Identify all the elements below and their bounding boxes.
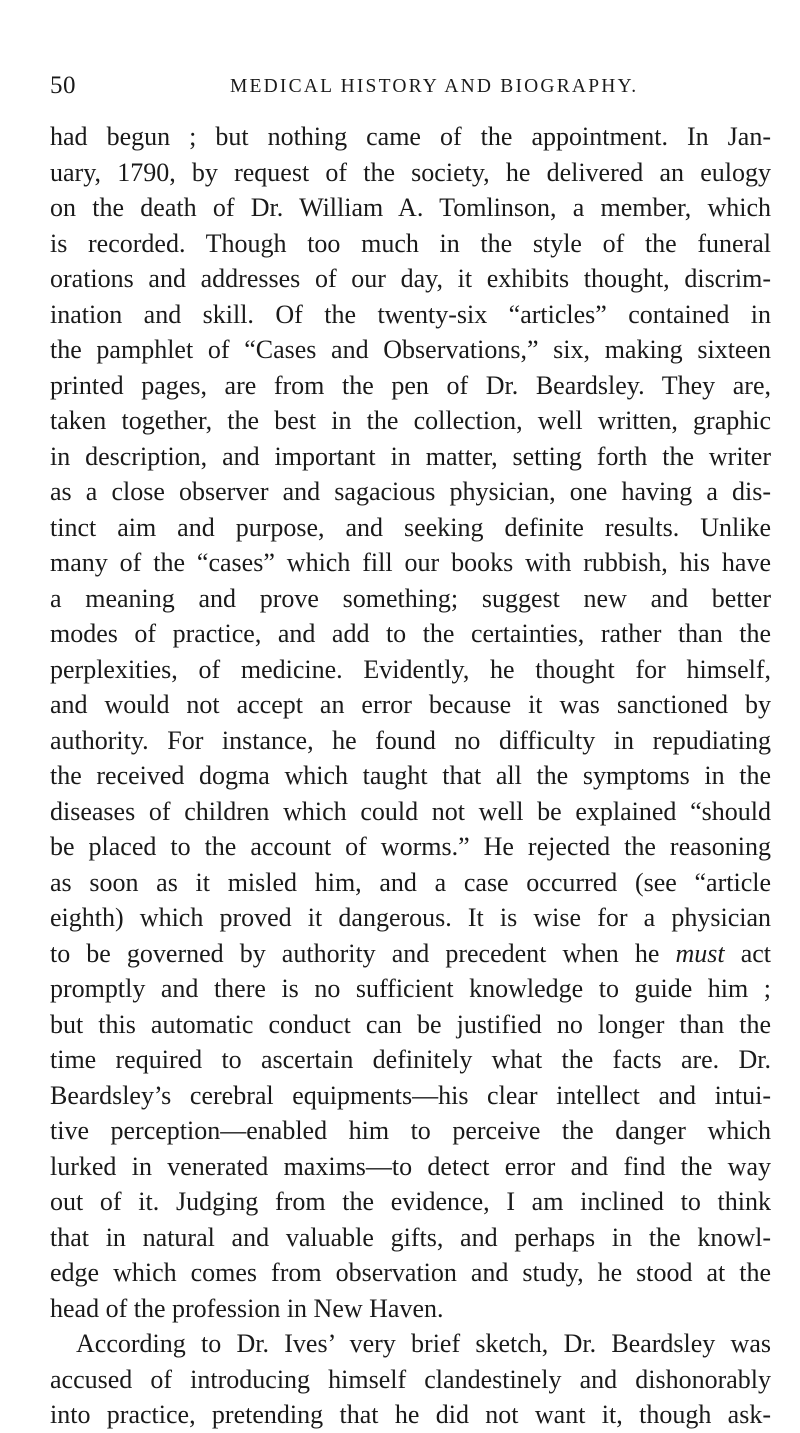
text-line: printed pages, are from the pen of Dr. Beardsley. They are, [50, 370, 771, 400]
text-line: modes of practice, and add to the certainties, rather than the [50, 619, 771, 648]
text-line: out of it. Judging from the evidence, I am inclined to think [50, 1187, 771, 1216]
text-line: uary, 1790, by request of the society, he delivered an eulogy [50, 157, 771, 187]
text-line: diseases of children which could not well be explained “should [50, 796, 771, 826]
text-line: head of the profession in New Haven. [50, 1293, 444, 1323]
text-line-tail: act [740, 938, 772, 968]
text-line: tinct aim and purpose, and seeking definite results. Unlike [50, 512, 771, 542]
italic-word: must [675, 938, 725, 968]
text-line: taken together, the best in the collection, well written, graphic [50, 406, 771, 435]
running-head: MEDICAL HISTORY AND BIOGRAPHY. [230, 76, 639, 97]
text-line: tive perception—enabled him to perceive the danger which [50, 1116, 771, 1145]
text-line-head: to be governed by authority and precedent when he [50, 938, 660, 968]
text-line: is recorded. Though too much in the style of the funeral [50, 228, 771, 258]
body-text [50, 119, 771, 1433]
text-line: time required to ascertain definitely what the facts are. Dr. [50, 1045, 771, 1074]
text-line: perplexities, of medicine. Evidently, he thought for himself, [50, 654, 771, 684]
text-line: Beardsley’s cerebral equipments—his clear intellect and intui- [50, 1080, 771, 1110]
text-line: orations and addresses of our day, it exhibits thought, discrim- [50, 264, 771, 293]
text-line: lurked in venerated maxims—to detect error and find the way [50, 1151, 771, 1181]
text-line: edge which comes from observation and study, he stood at the [50, 1258, 771, 1287]
text-line: the pamphlet of “Cases and Observations,” six, making sixteen [50, 335, 771, 364]
text-line: as a close observer and sagacious physician, one having a dis- [50, 477, 771, 506]
text-line: a meaning and prove something; suggest new and better [50, 583, 771, 613]
text-line: the received dogma which taught that all the symptoms in the [50, 761, 771, 790]
text-line: ination and skill. Of the twenty-six “articles” contained in [50, 299, 771, 329]
text-line: be placed to the account of worms.” He rejected the reasoning [50, 832, 771, 861]
text-line: accused of introducing himself clandestinely and dishonorably [50, 1364, 771, 1394]
text-line: had begun ; but nothing came of the appointment. In Jan- [50, 122, 771, 151]
text-line: authority. For instance, he found no difficulty in repudiating [50, 725, 771, 755]
text-line: into practice, pretending that he did not want it, though ask- [50, 1400, 771, 1429]
text-line: eighth) which proved it dangerous. It is wise for a physician [50, 903, 771, 932]
text-line: promptly and there is no sufficient knowledge to guide him ; [50, 974, 771, 1003]
text-line: in description, and important in matter, setting forth the writer [50, 441, 771, 471]
text-line: According to Dr. Ives’ very brief sketch, Dr. Beardsley was [76, 1329, 771, 1358]
text-line: and would not accept an error because it was sanctioned by [50, 690, 771, 719]
text-line: as soon as it misled him, and a case occurred (see “article [50, 867, 771, 897]
text-line: many of the “cases” which fill our books with rubbish, his have [50, 548, 771, 577]
text-line: on the death of Dr. William A. Tomlinson, a member, which [50, 193, 771, 222]
page-header [50, 72, 770, 106]
text-line: but this automatic conduct can be justified no longer than the [50, 1009, 771, 1039]
page-number: 50 [50, 72, 76, 99]
text-line: that in natural and valuable gifts, and perhaps in the knowl- [50, 1222, 771, 1252]
text-line-with-italic [50, 936, 771, 972]
